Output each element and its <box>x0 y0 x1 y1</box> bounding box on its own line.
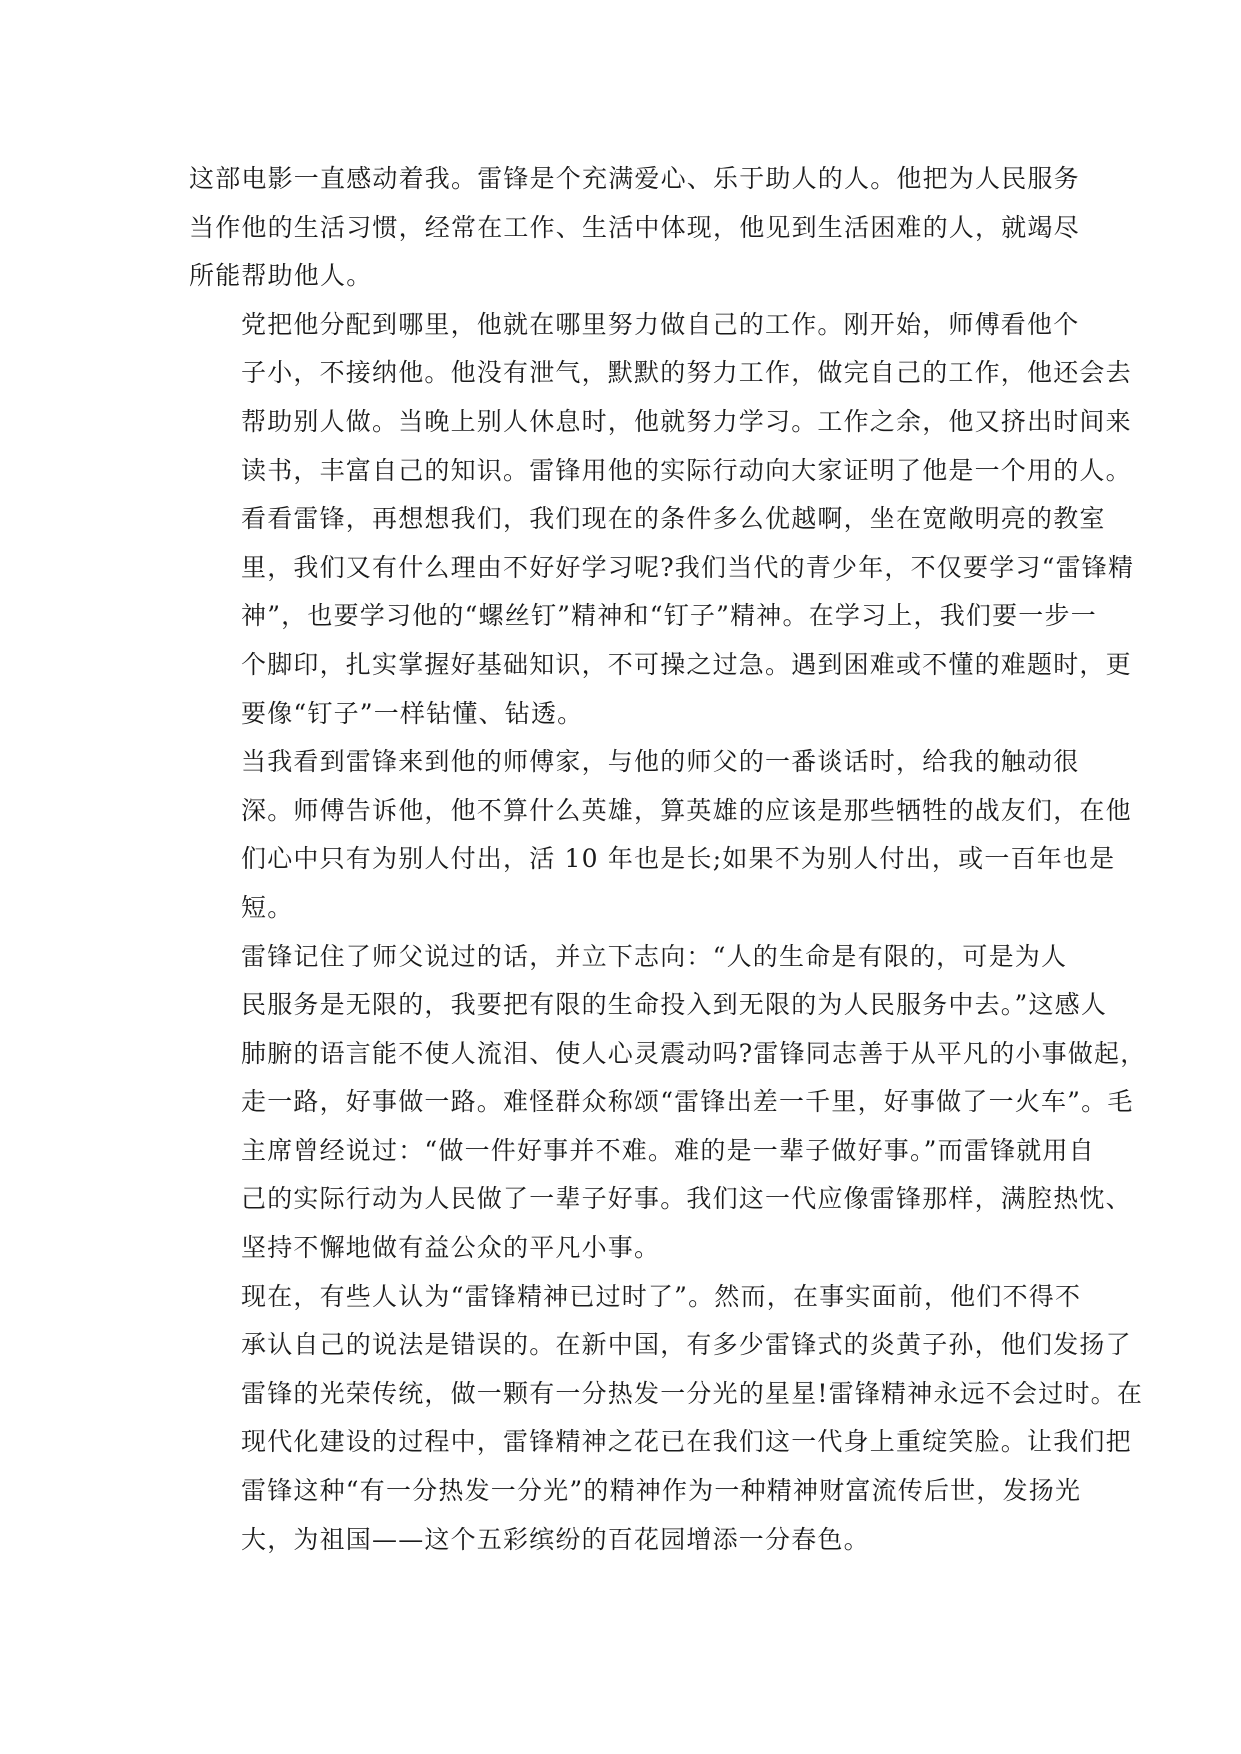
text-line: 主席曾经说过：“做一件好事并不难。难的是一辈子做好事。”而雷锋就用自 <box>241 1135 1095 1165</box>
paragraph-4 <box>189 933 1147 1273</box>
text-line: 短。 <box>241 892 294 922</box>
text-line: 个脚印，扎实掌握好基础知识，不可操之过急。遇到困难或不懂的难题时，更 <box>241 649 1132 679</box>
paragraph-1 <box>189 155 1080 301</box>
text-line: 当我看到雷锋来到他的师傅家，与他的师父的一番谈话时，给我的触动很 <box>241 747 1080 777</box>
paragraph-2 <box>189 301 1135 738</box>
paragraph-5 <box>189 1273 1144 1565</box>
text-line: 要像“钉子”一样钻懂、钻透。 <box>241 698 584 728</box>
text-line: 现在，有些人认为“雷锋精神已过时了”。然而，在事实面前，他们不得不 <box>241 1281 1082 1311</box>
text-line: 承认自己的说法是错误的。在新中国，有多少雷锋式的炎黄子孙，他们发扬了 <box>241 1330 1132 1360</box>
text-line: 雷锋记住了师父说过的话，并立下志向：“人的生命是有限的，可是为人 <box>241 941 1068 971</box>
text-line: 坚持不懈地做有益公众的平凡小事。 <box>241 1233 661 1263</box>
text-line: 帮助别人做。当晚上别人休息时，他就努力学习。工作之余，他又挤出时间来 <box>241 406 1132 436</box>
text-line: 民服务是无限的，我要把有限的生命投入到无限的为人民服务中去。”这感人 <box>241 990 1108 1020</box>
text-line: 这部电影一直感动着我。雷锋是个充满爱心、乐于助人的人。他把为人民服务 <box>189 164 1080 193</box>
text-line: 己的实际行动为人民做了一辈子好事。我们这一代应像雷锋那样，满腔热忱、 <box>241 1184 1132 1214</box>
text-line: 党把他分配到哪里，他就在哪里努力做自己的工作。刚开始，师傅看他个 <box>241 309 1080 339</box>
text-line: 读书，丰富自己的知识。雷锋用他的实际行动向大家证明了他是一个用的人。 <box>241 455 1132 485</box>
paragraph-3 <box>189 738 1132 932</box>
text-line: 大，为祖国——这个五彩缤纷的百花园增添一分春色。 <box>241 1524 870 1554</box>
text-line: 肺腑的语言能不使人流泪、使人心灵震动吗?雷锋同志善于从平凡的小事做起， <box>241 1038 1147 1068</box>
text-line: 当作他的生活习惯，经常在工作、生活中体现，他见到生活困难的人，就竭尽 <box>189 212 1080 242</box>
text-line: 雷锋这种“有一分热发一分光”的精神作为一种精神财富流传后世，发扬光 <box>241 1476 1082 1506</box>
text-line: 子小，不接纳他。他没有泄气，默默的努力工作，做完自己的工作，他还会去 <box>241 358 1132 388</box>
text-line: 走一路，好事做一路。难怪群众称颂“雷锋出差一千里，好事做了一火车”。毛 <box>241 1087 1134 1117</box>
text-line: 现代化建设的过程中，雷锋精神之花已在我们这一代身上重绽笑脸。让我们把 <box>241 1427 1132 1457</box>
text-line: 所能帮助他人。 <box>189 261 373 291</box>
text-line: 看看雷锋，再想想我们，我们现在的条件多么优越啊，坐在宽敞明亮的教室 <box>241 504 1106 534</box>
document-body <box>189 155 1147 1564</box>
text-line: 们心中只有为别人付出，活 10 年也是长;如果不为别人付出，或一百年也是 <box>241 844 1116 874</box>
text-line: 里，我们又有什么理由不好好学习呢?我们当代的青少年，不仅要学习“雷锋精 <box>241 552 1135 582</box>
text-line: 雷锋的光荣传统，做一颗有一分热发一分光的星星!雷锋精神永远不会过时。在 <box>241 1378 1144 1408</box>
text-line: 神”，也要学习他的“螺丝钉”精神和“钉子”精神。在学习上，我们要一步一 <box>241 601 1097 631</box>
text-line: 深。师傅告诉他，他不算什么英雄，算英雄的应该是那些牺牲的战友们，在他 <box>241 795 1132 825</box>
